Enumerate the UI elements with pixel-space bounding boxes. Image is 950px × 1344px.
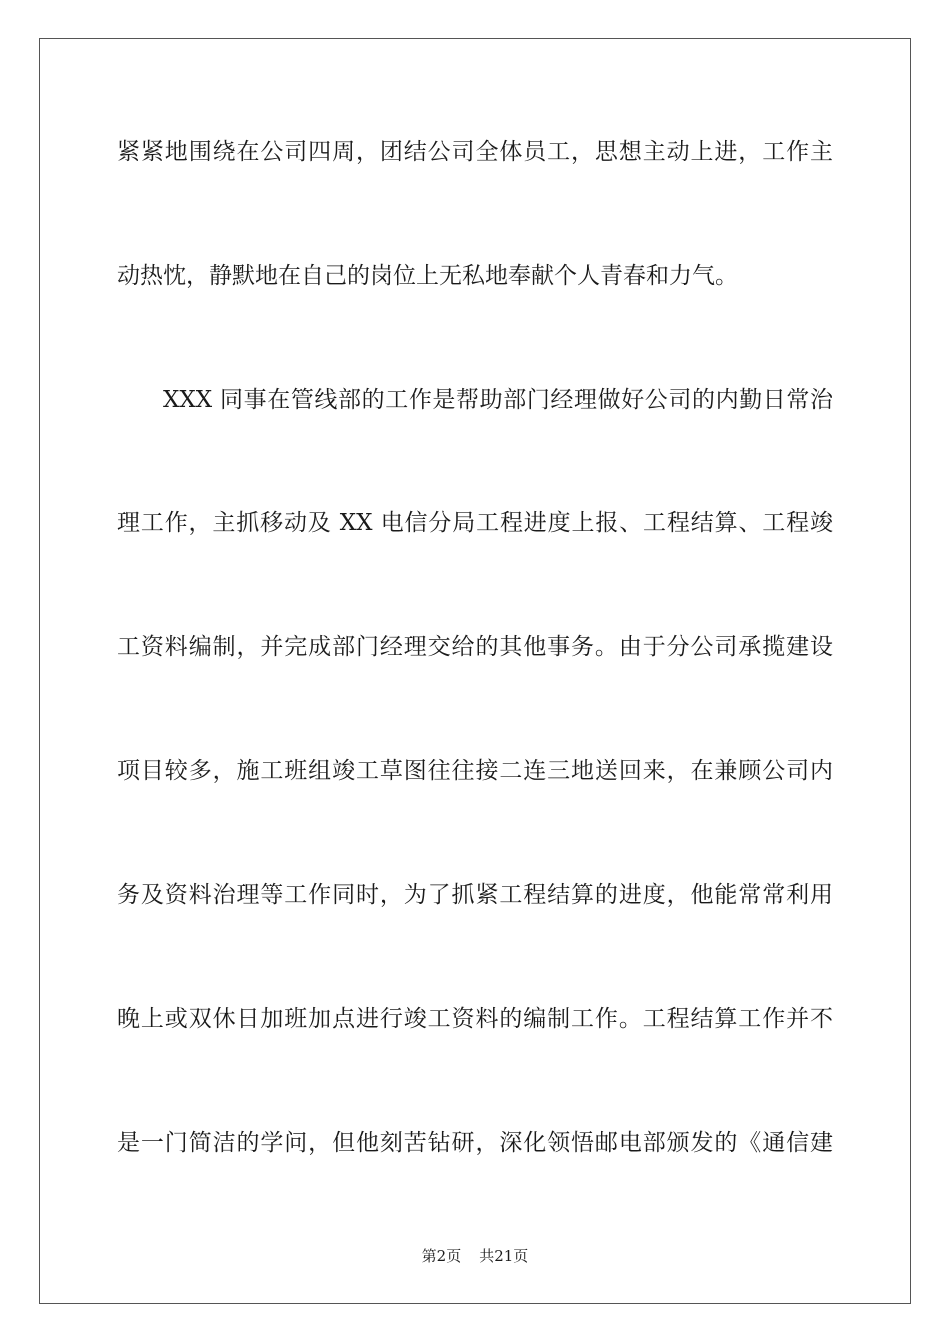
text-line-5: 工资料编制，并完成部门经理交给的其他事务。由于分公司承揽建设: [117, 634, 833, 660]
page-footer: [0, 1246, 950, 1266]
text-line-4: 理工作，主抓移动及 XX 电信分局工程进度上报、工程结算、工程竣: [117, 510, 833, 536]
text-line-2: 动热忱，静默地在自己的岗位上无私地奉献个人青春和力气。: [117, 263, 738, 289]
text-line-3: XXX 同事在管线部的工作是帮助部门经理做好公司的内勤日常治: [163, 387, 833, 413]
text-line-8: 晚上或双休日加班加点进行竣工资料的编制工作。工程结算工作并不: [117, 1006, 833, 1032]
text-line-7: 务及资料治理等工作同时，为了抓紧工程结算的进度，他能常常利用: [117, 882, 833, 908]
text-line-1: 紧紧地围绕在公司四周，团结公司全体员工，思想主动上进，工作主: [117, 139, 833, 165]
total-pages: 共21页: [479, 1247, 529, 1265]
page-border: [39, 38, 911, 1304]
page-number: 第2页: [421, 1247, 462, 1265]
text-line-9: 是一门简洁的学问，但他刻苦钻研，深化领悟邮电部颁发的《通信建: [117, 1130, 833, 1156]
text-line-6: 项目较多，施工班组竣工草图往往接二连三地送回来，在兼顾公司内: [117, 758, 833, 784]
